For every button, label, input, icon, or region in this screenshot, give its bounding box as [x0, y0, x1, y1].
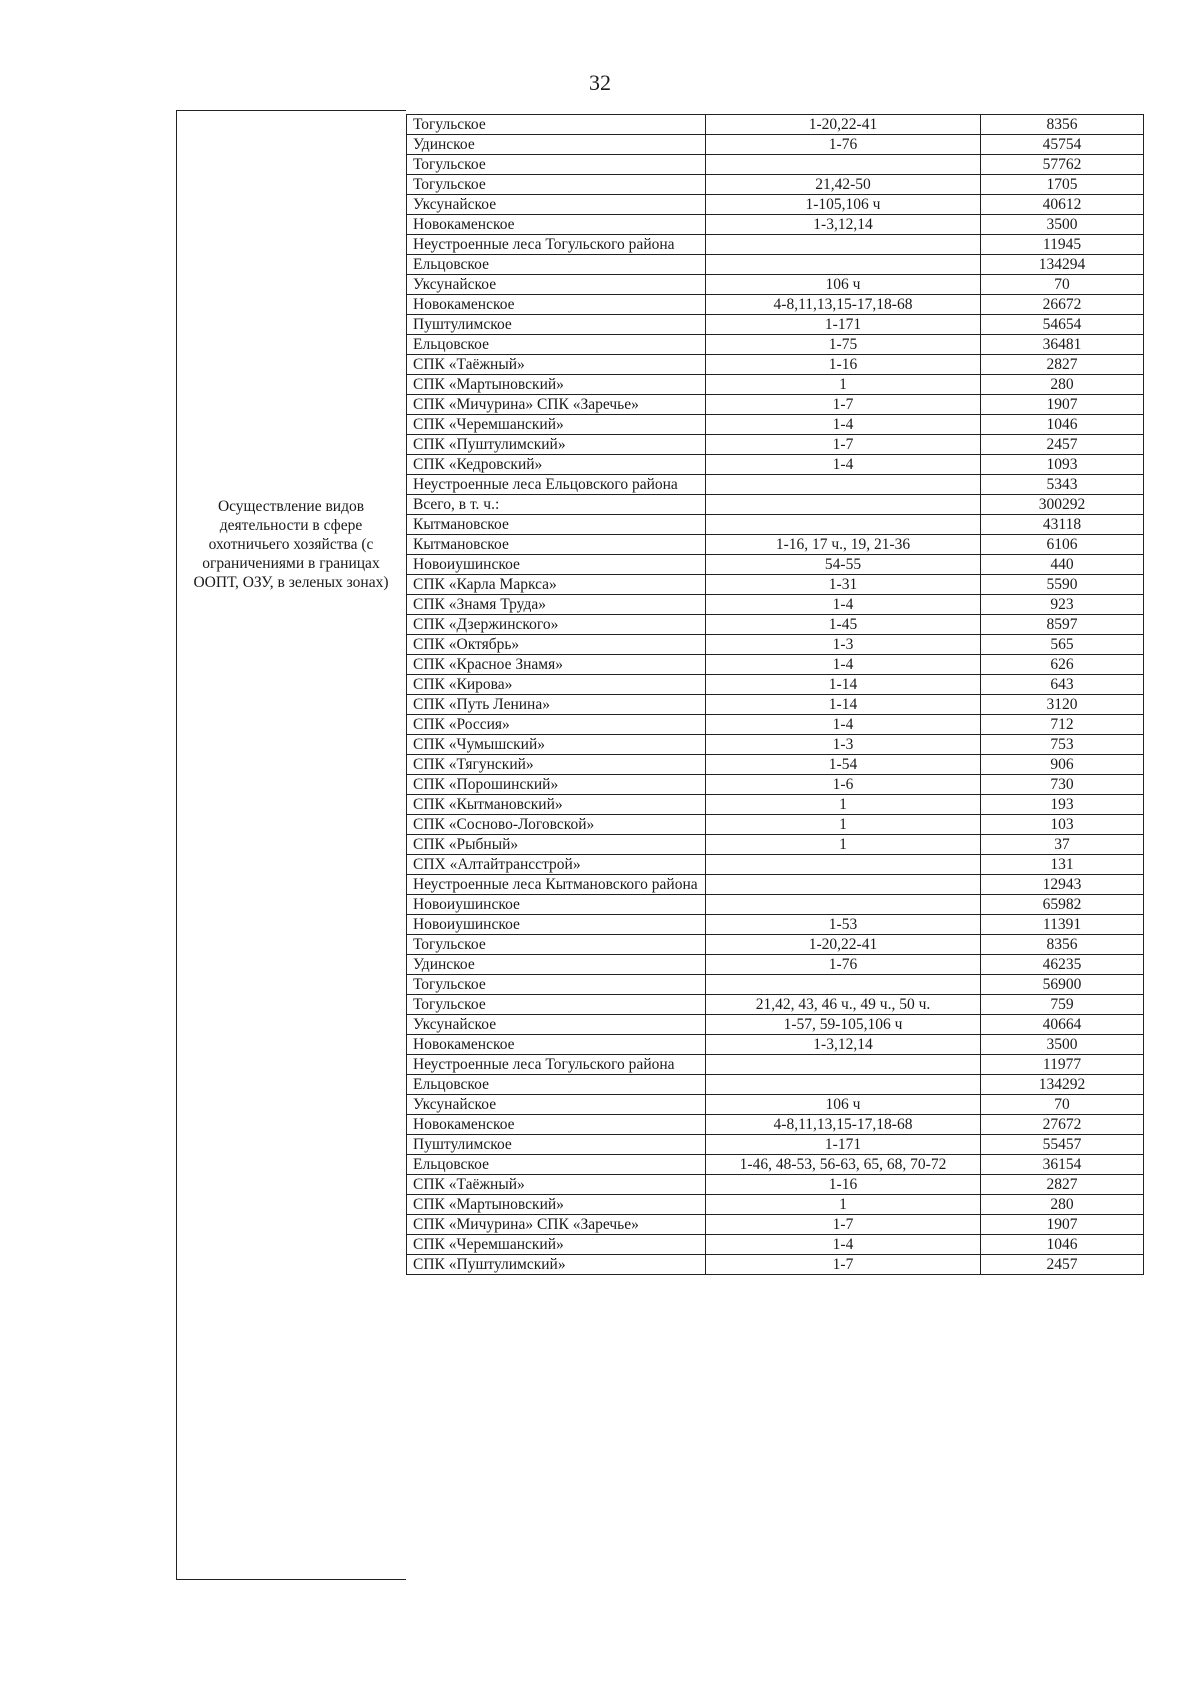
quarters-cell: 1-6	[706, 775, 981, 795]
table-row	[407, 715, 1144, 735]
table-row	[407, 195, 1144, 215]
table-row	[407, 1035, 1144, 1055]
quarters-cell: 1-171	[706, 315, 981, 335]
quarters-cell: 1-53	[706, 915, 981, 935]
area-cell: 5590	[981, 575, 1144, 595]
quarters-cell: 1-57, 59-105,106 ч	[706, 1015, 981, 1035]
forest-name-cell: СПК «Мичурина» СПК «Заречье»	[407, 395, 706, 415]
forest-name-cell: Ельцовское	[407, 335, 706, 355]
quarters-cell: 1-3,12,14	[706, 1035, 981, 1055]
table-row	[407, 495, 1144, 515]
area-cell: 280	[981, 1195, 1144, 1215]
table-row	[407, 315, 1144, 335]
forest-name-cell: Тогульское	[407, 175, 706, 195]
forest-name-cell: Тогульское	[407, 115, 706, 135]
quarters-cell: 1	[706, 375, 981, 395]
area-cell: 730	[981, 775, 1144, 795]
quarters-cell	[706, 895, 981, 915]
forest-name-cell: Кытмановское	[407, 535, 706, 555]
quarters-cell	[706, 235, 981, 255]
quarters-cell	[706, 255, 981, 275]
forest-name-cell: СПК «Кытмановский»	[407, 795, 706, 815]
area-cell: 1705	[981, 175, 1144, 195]
area-cell: 36481	[981, 335, 1144, 355]
area-cell: 8597	[981, 615, 1144, 635]
table-row	[407, 955, 1144, 975]
quarters-cell: 106 ч	[706, 275, 981, 295]
table-row	[407, 615, 1144, 635]
forest-name-cell: СПК «Знамя Труда»	[407, 595, 706, 615]
table-row	[407, 215, 1144, 235]
forest-name-cell: Уксунайское	[407, 275, 706, 295]
area-cell: 1046	[981, 415, 1144, 435]
table-row	[407, 235, 1144, 255]
area-cell: 45754	[981, 135, 1144, 155]
area-cell: 40612	[981, 195, 1144, 215]
quarters-cell: 1	[706, 795, 981, 815]
quarters-cell: 1-3,12,14	[706, 215, 981, 235]
table-row	[407, 1095, 1144, 1115]
quarters-cell: 1-3	[706, 635, 981, 655]
quarters-cell	[706, 495, 981, 515]
quarters-cell: 1-105,106 ч	[706, 195, 981, 215]
quarters-cell: 1-16	[706, 1175, 981, 1195]
forest-name-cell: Неустроенные леса Кытмановского района	[407, 875, 706, 895]
area-cell: 1907	[981, 395, 1144, 415]
table-row	[407, 295, 1144, 315]
table-row	[407, 415, 1144, 435]
table-row	[407, 335, 1144, 355]
table-row	[407, 1075, 1144, 1095]
table-row	[407, 755, 1144, 775]
quarters-cell: 1-3	[706, 735, 981, 755]
forest-name-cell: СПК «Красное Знамя»	[407, 655, 706, 675]
forest-name-cell: СПК «Таёжный»	[407, 1175, 706, 1195]
quarters-cell: 1-4	[706, 455, 981, 475]
area-cell: 643	[981, 675, 1144, 695]
table-row	[407, 875, 1144, 895]
table-row	[407, 115, 1144, 135]
table-row	[407, 695, 1144, 715]
area-cell: 55457	[981, 1135, 1144, 1155]
quarters-cell: 1-45	[706, 615, 981, 635]
area-cell: 54654	[981, 315, 1144, 335]
table-row	[407, 395, 1144, 415]
quarters-cell: 1-7	[706, 1215, 981, 1235]
forest-name-cell: Новокаменское	[407, 215, 706, 235]
area-cell: 3120	[981, 695, 1144, 715]
table-row	[407, 375, 1144, 395]
quarters-cell: 1-76	[706, 135, 981, 155]
quarters-cell: 21,42-50	[706, 175, 981, 195]
forest-name-cell: СПК «Россия»	[407, 715, 706, 735]
area-cell: 565	[981, 635, 1144, 655]
quarters-cell: 1-20,22-41	[706, 115, 981, 135]
table-row	[407, 575, 1144, 595]
forest-name-cell: СПК «Мичурина» СПК «Заречье»	[407, 1215, 706, 1235]
forest-name-cell: СПК «Тягунский»	[407, 755, 706, 775]
table-row	[407, 895, 1144, 915]
quarters-cell	[706, 975, 981, 995]
area-cell: 8356	[981, 935, 1144, 955]
table-row	[407, 1175, 1144, 1195]
left-column-bottom-border	[176, 1579, 406, 1580]
table-row	[407, 975, 1144, 995]
quarters-cell	[706, 855, 981, 875]
forest-name-cell: СПК «Дзержинского»	[407, 615, 706, 635]
area-cell: 193	[981, 795, 1144, 815]
forest-name-cell: Ельцовское	[407, 255, 706, 275]
table-row	[407, 555, 1144, 575]
forest-name-cell: СПК «Таёжный»	[407, 355, 706, 375]
forest-name-cell: СПК «Черемшанский»	[407, 1235, 706, 1255]
quarters-cell: 1-14	[706, 695, 981, 715]
table-row	[407, 135, 1144, 155]
area-cell: 626	[981, 655, 1144, 675]
area-cell: 134294	[981, 255, 1144, 275]
forest-name-cell: Новокаменское	[407, 1115, 706, 1135]
area-cell: 11977	[981, 1055, 1144, 1075]
area-cell: 6106	[981, 535, 1144, 555]
area-cell: 300292	[981, 495, 1144, 515]
forest-name-cell: СПК «Мартыновский»	[407, 375, 706, 395]
table-row	[407, 1195, 1144, 1215]
forest-name-cell: Всего, в т. ч.:	[407, 495, 706, 515]
table-row	[407, 995, 1144, 1015]
quarters-cell: 21,42, 43, 46 ч., 49 ч., 50 ч.	[706, 995, 981, 1015]
forest-name-cell: СПК «Путь Ленина»	[407, 695, 706, 715]
area-cell: 43118	[981, 515, 1144, 535]
activity-type-cell: Осуществление видов деятельности в сфере охотничьего хозяйства (с ограничениями в границах ООПТ, ОЗУ, в зеленых зонах)	[193, 497, 389, 591]
area-cell: 12943	[981, 875, 1144, 895]
forest-name-cell: СПК «Черемшанский»	[407, 415, 706, 435]
area-cell: 27672	[981, 1115, 1144, 1135]
forest-name-cell: Ельцовское	[407, 1155, 706, 1175]
left-column-top-border	[176, 110, 406, 111]
quarters-cell: 106 ч	[706, 1095, 981, 1115]
table-row	[407, 255, 1144, 275]
forest-name-cell: Тогульское	[407, 975, 706, 995]
area-cell: 36154	[981, 1155, 1144, 1175]
area-cell: 40664	[981, 1015, 1144, 1035]
table-row	[407, 275, 1144, 295]
table-row	[407, 1215, 1144, 1235]
table-row	[407, 735, 1144, 755]
table-row	[407, 435, 1144, 455]
forest-name-cell: Неустроенные леса Ельцовского района	[407, 475, 706, 495]
area-cell: 759	[981, 995, 1144, 1015]
forest-name-cell: СПК «Чумышский»	[407, 735, 706, 755]
quarters-cell	[706, 155, 981, 175]
area-cell: 3500	[981, 215, 1144, 235]
forest-name-cell: Уксунайское	[407, 195, 706, 215]
forest-name-cell: Тогульское	[407, 155, 706, 175]
forest-name-cell: Ельцовское	[407, 1075, 706, 1095]
area-cell: 70	[981, 1095, 1144, 1115]
forest-name-cell: Неустроенные леса Тогульского района	[407, 235, 706, 255]
forest-name-cell: СПК «Порошинский»	[407, 775, 706, 795]
area-cell: 1907	[981, 1215, 1144, 1235]
quarters-cell: 1-7	[706, 395, 981, 415]
area-cell: 11945	[981, 235, 1144, 255]
forest-name-cell: СПК «Октябрь»	[407, 635, 706, 655]
area-cell: 2827	[981, 1175, 1144, 1195]
area-cell: 8356	[981, 115, 1144, 135]
quarters-cell: 1	[706, 815, 981, 835]
area-cell: 37	[981, 835, 1144, 855]
area-cell: 712	[981, 715, 1144, 735]
forest-name-cell: Пуштулимское	[407, 1135, 706, 1155]
forest-name-cell: Удинское	[407, 135, 706, 155]
table-row	[407, 175, 1144, 195]
area-cell: 70	[981, 275, 1144, 295]
quarters-cell: 1-4	[706, 1235, 981, 1255]
table-row	[407, 935, 1144, 955]
area-cell: 923	[981, 595, 1144, 615]
quarters-cell	[706, 475, 981, 495]
table-row	[407, 1155, 1144, 1175]
forest-name-cell: Тогульское	[407, 995, 706, 1015]
forest-name-cell: Новокаменское	[407, 1035, 706, 1055]
quarters-cell: 54-55	[706, 555, 981, 575]
table-row	[407, 815, 1144, 835]
forest-name-cell: Новоиушинское	[407, 915, 706, 935]
forest-name-cell: Уксунайское	[407, 1095, 706, 1115]
quarters-cell: 1-171	[706, 1135, 981, 1155]
forest-name-cell: СПК «Карла Маркса»	[407, 575, 706, 595]
area-cell: 134292	[981, 1075, 1144, 1095]
forest-name-cell: СПХ «Алтайтрансстрой»	[407, 855, 706, 875]
table-row	[407, 855, 1144, 875]
quarters-cell: 4-8,11,13,15-17,18-68	[706, 295, 981, 315]
table-row	[407, 1255, 1144, 1275]
area-cell: 1046	[981, 1235, 1144, 1255]
forest-name-cell: СПК «Пуштулимский»	[407, 435, 706, 455]
forest-name-cell: Уксунайское	[407, 1015, 706, 1035]
table-row	[407, 475, 1144, 495]
area-cell: 906	[981, 755, 1144, 775]
quarters-cell: 1-16, 17 ч., 19, 21-36	[706, 535, 981, 555]
area-cell: 2457	[981, 1255, 1144, 1275]
forest-name-cell: СПК «Пуштулимский»	[407, 1255, 706, 1275]
area-cell: 1093	[981, 455, 1144, 475]
table-row	[407, 355, 1144, 375]
forest-name-cell: СПК «Кедровский»	[407, 455, 706, 475]
area-cell: 11391	[981, 915, 1144, 935]
table-row	[407, 535, 1144, 555]
table-row	[407, 795, 1144, 815]
quarters-cell	[706, 875, 981, 895]
forest-name-cell: Пуштулимское	[407, 315, 706, 335]
forest-name-cell: СПК «Рыбный»	[407, 835, 706, 855]
area-cell: 753	[981, 735, 1144, 755]
area-cell: 57762	[981, 155, 1144, 175]
table-row	[407, 515, 1144, 535]
quarters-cell: 1-4	[706, 715, 981, 735]
forest-name-cell: Неустроенные леса Тогульского района	[407, 1055, 706, 1075]
quarters-cell: 1-20,22-41	[706, 935, 981, 955]
table-frame	[176, 110, 1132, 1580]
quarters-cell: 1	[706, 835, 981, 855]
table-row	[407, 455, 1144, 475]
table-row	[407, 1015, 1144, 1035]
area-cell: 26672	[981, 295, 1144, 315]
forest-name-cell: Удинское	[407, 955, 706, 975]
area-cell: 440	[981, 555, 1144, 575]
quarters-cell: 1-54	[706, 755, 981, 775]
forest-areas-table	[406, 114, 1144, 1275]
area-cell: 46235	[981, 955, 1144, 975]
table-row	[407, 775, 1144, 795]
area-cell: 56900	[981, 975, 1144, 995]
quarters-cell: 1-7	[706, 1255, 981, 1275]
table-row	[407, 655, 1144, 675]
quarters-cell: 1-31	[706, 575, 981, 595]
table-row	[407, 1115, 1144, 1135]
area-cell: 65982	[981, 895, 1144, 915]
forest-name-cell: Новоиушинское	[407, 895, 706, 915]
quarters-cell: 1-16	[706, 355, 981, 375]
quarters-cell: 1-4	[706, 655, 981, 675]
page-number: 32	[589, 70, 611, 95]
quarters-cell: 1-76	[706, 955, 981, 975]
table-row	[407, 675, 1144, 695]
area-cell: 280	[981, 375, 1144, 395]
table-row	[407, 915, 1144, 935]
quarters-cell: 1	[706, 1195, 981, 1215]
area-cell: 2457	[981, 435, 1144, 455]
area-cell: 2827	[981, 355, 1144, 375]
table-row	[407, 155, 1144, 175]
forest-name-cell: СПК «Сосново-Логовской»	[407, 815, 706, 835]
forest-name-cell: Новоиушинское	[407, 555, 706, 575]
quarters-cell: 4-8,11,13,15-17,18-68	[706, 1115, 981, 1135]
forest-name-cell: Новокаменское	[407, 295, 706, 315]
quarters-cell	[706, 1075, 981, 1095]
table-row	[407, 635, 1144, 655]
area-cell: 5343	[981, 475, 1144, 495]
table-row	[407, 1235, 1144, 1255]
quarters-cell: 1-4	[706, 595, 981, 615]
table-row	[407, 1055, 1144, 1075]
quarters-cell: 1-7	[706, 435, 981, 455]
quarters-cell	[706, 1055, 981, 1075]
forest-name-cell: СПК «Кирова»	[407, 675, 706, 695]
quarters-cell	[706, 515, 981, 535]
forest-name-cell: СПК «Мартыновский»	[407, 1195, 706, 1215]
table-row	[407, 835, 1144, 855]
quarters-cell: 1-46, 48-53, 56-63, 65, 68, 70-72	[706, 1155, 981, 1175]
table-row	[407, 1135, 1144, 1155]
left-column-border	[176, 110, 177, 1580]
quarters-cell: 1-75	[706, 335, 981, 355]
quarters-cell: 1-4	[706, 415, 981, 435]
area-cell: 131	[981, 855, 1144, 875]
forest-name-cell: Тогульское	[407, 935, 706, 955]
area-cell: 3500	[981, 1035, 1144, 1055]
forest-name-cell: Кытмановское	[407, 515, 706, 535]
quarters-cell: 1-14	[706, 675, 981, 695]
table-row	[407, 595, 1144, 615]
area-cell: 103	[981, 815, 1144, 835]
